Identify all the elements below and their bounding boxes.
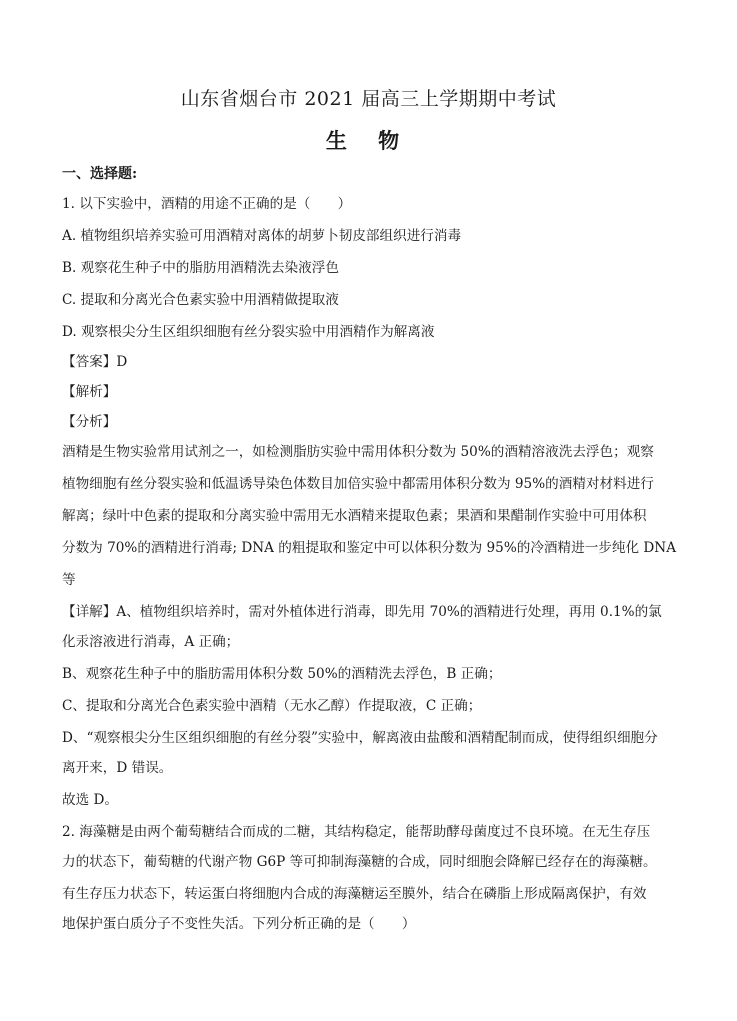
- detail-paragraph-line: 【详解】A、植物组织培养时，需对外植体进行消毒，即先用 70%的酒精进行处理，再用 0.1%的氯: [62, 604, 662, 620]
- question-1-option-c: C. 提取和分离光合色素实验中用酒精做提取液: [62, 292, 339, 308]
- question-1-option-b: B. 观察花生种子中的脂肪用酒精洗去染液浮色: [62, 260, 339, 276]
- detail-paragraph-line: 离开来，D 错误。: [62, 760, 173, 776]
- question-1-option-d: D. 观察根尖分生区组织细胞有丝分裂实验中用酒精作为解离液: [62, 324, 435, 340]
- subject-title: 生 物: [325, 128, 412, 153]
- question-2-line: 有生存压力状态下，转运蛋白将细胞内合成的海藻糖运至膜外，结合在磷脂上形成隔离保护，有效: [62, 886, 647, 902]
- document-title: 山东省烟台市 2021 届高三上学期期中考试: [180, 88, 557, 110]
- question-2-line: 地保护蛋白质分子不变性失活。下列分析正确的是（ ）: [62, 916, 416, 932]
- answer-label: 【答案】D: [62, 354, 128, 370]
- fenxi-paragraph-line: 解离；绿叶中色素的提取和分离实验中需用无水酒精来提取色素；果酒和果醋制作实验中可用体积: [62, 508, 647, 524]
- detail-paragraph-line: 化汞溶液进行消毒，A 正确；: [62, 634, 240, 650]
- detail-paragraph-line: D、“观察根尖分生区组织细胞的有丝分裂”实验中，解离液由盐酸和酒精配制而成，使得组织细胞分: [62, 730, 658, 746]
- question-1-stem: 1. 以下实验中，酒精的用途不正确的是（ ）: [62, 196, 352, 212]
- question-2-line: 力的状态下，葡萄糖的代谢产物 G6P 等可抑制海藻糖的合成，同时细胞会降解已经存在的海藻糖。: [62, 854, 657, 870]
- detail-paragraph-line: C、提取和分离光合色素实验中酒精（无水乙醇）作提取液，C 正确；: [62, 698, 482, 714]
- question-2-line: 2. 海藻糖是由两个葡萄糖结合而成的二糖，其结构稳定，能帮助酵母菌度过不良环境。在无生存压: [62, 824, 651, 840]
- detail-paragraph-line: B、观察花生种子中的脂肪需用体积分数 50%的酒精洗去浮色，B 正确；: [62, 666, 502, 682]
- fenxi-label: 【分析】: [62, 414, 117, 430]
- analysis-label: 【解析】: [62, 384, 117, 400]
- question-1-option-a: A. 植物组织培养实验可用酒精对离体的胡萝卜韧皮部组织进行消毒: [62, 228, 462, 244]
- fenxi-paragraph-line: 植物细胞有丝分裂实验和低温诱导染色体数目加倍实验中都需用体积分数为 95%的酒精对材料进行: [62, 476, 654, 492]
- fenxi-paragraph-line: 酒精是生物实验常用试剂之一，如检测脂肪实验中需用体积分数为 50%的酒精溶液洗去浮色；观察: [62, 444, 654, 460]
- detail-paragraph-line: 故选 D。: [62, 792, 119, 808]
- section-heading: 一、选择题:: [62, 166, 138, 182]
- fenxi-paragraph-line: 分数为 70%的酒精进行消毒; DNA 的粗提取和鉴定中可以体积分数为 95%的冷酒精进一步纯化 DNA: [62, 540, 677, 556]
- fenxi-paragraph-line: 等: [62, 572, 76, 588]
